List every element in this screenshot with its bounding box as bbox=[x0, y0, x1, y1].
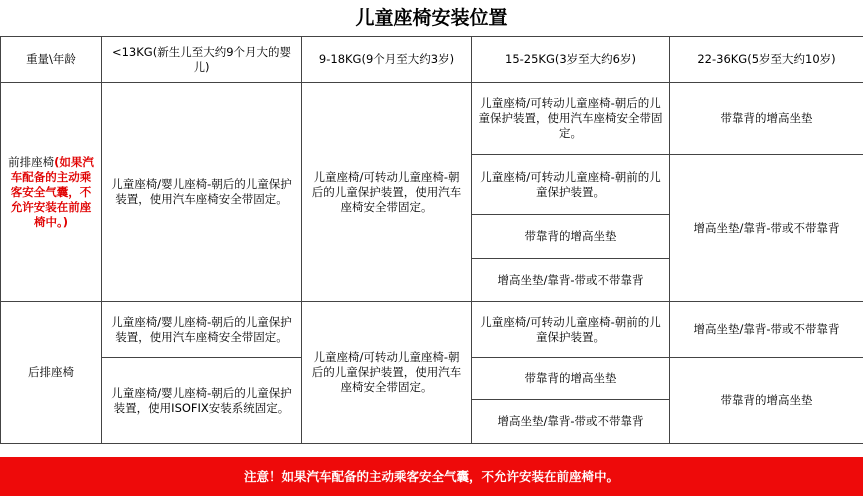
child-seat-table bbox=[0, 36, 863, 444]
rear-22-36kg-cell: 带靠背的增高坐垫 bbox=[670, 358, 863, 444]
header-weight-age: 重量\年龄 bbox=[1, 37, 102, 83]
header-22-36kg: 22-36KG(5岁至大约10岁) bbox=[670, 37, 863, 83]
front-under-13kg-cell: 儿童座椅/婴儿座椅-朝后的儿童保护装置，使用汽车座椅安全带固定。 bbox=[102, 83, 302, 302]
rear-seat-label: 后排座椅 bbox=[1, 302, 102, 444]
front-9-18kg-cell: 儿童座椅/可转动儿童座椅-朝后的儿童保护装置，使用汽车座椅安全带固定。 bbox=[302, 83, 472, 302]
rear-15-25kg-cell: 带靠背的增高坐垫 bbox=[472, 358, 670, 400]
header-9-18kg: 9-18KG(9个月至大约3岁) bbox=[302, 37, 472, 83]
header-under-13kg: <13KG(新生儿至大约9个月大的婴儿) bbox=[102, 37, 302, 83]
warning-banner: 注意！如果汽车配备的主动乘客安全气囊，不允许安装在前座椅中。 bbox=[0, 457, 863, 496]
rear-9-18kg-cell: 儿童座椅/可转动儿童座椅-朝后的儿童保护装置，使用汽车座椅安全带固定。 bbox=[302, 302, 472, 444]
page-title: 儿童座椅安装位置 bbox=[355, 7, 508, 29]
front-22-36kg-cell: 带靠背的增高坐垫 bbox=[670, 83, 863, 155]
front-22-36kg-cell: 增高坐垫/靠背-带或不带靠背 bbox=[670, 155, 863, 302]
header-row bbox=[1, 37, 863, 83]
rear-22-36kg-cell: 增高坐垫/靠背-带或不带靠背 bbox=[670, 302, 863, 358]
rear-under-13kg-cell: 儿童座椅/婴儿座椅-朝后的儿童保护装置，使用汽车座椅安全带固定。 bbox=[102, 302, 302, 358]
table-row bbox=[1, 302, 863, 358]
front-15-25kg-cell: 儿童座椅/可转动儿童座椅-朝前的儿童保护装置。 bbox=[472, 155, 670, 215]
rear-under-13kg-cell: 儿童座椅/婴儿座椅-朝后的儿童保护装置，使用ISOFIX安装系统固定。 bbox=[102, 358, 302, 444]
header-15-25kg: 15-25KG(3岁至大约6岁) bbox=[472, 37, 670, 83]
front-seat-label bbox=[1, 83, 102, 302]
front-seat-warning: (如果汽车配备的主动乘客安全气囊，不允许安装在前座椅中。) bbox=[10, 154, 94, 229]
table-row bbox=[1, 83, 863, 155]
front-15-25kg-cell: 增高坐垫/靠背-带或不带靠背 bbox=[472, 259, 670, 302]
rear-15-25kg-cell: 增高坐垫/靠背-带或不带靠背 bbox=[472, 400, 670, 444]
front-15-25kg-cell: 儿童座椅/可转动儿童座椅-朝后的儿童保护装置，使用汽车座椅安全带固定。 bbox=[472, 83, 670, 155]
front-15-25kg-cell: 带靠背的增高坐垫 bbox=[472, 215, 670, 259]
front-seat-label-text: 前排座椅 bbox=[8, 154, 55, 169]
rear-15-25kg-cell: 儿童座椅/可转动儿童座椅-朝前的儿童保护装置。 bbox=[472, 302, 670, 358]
